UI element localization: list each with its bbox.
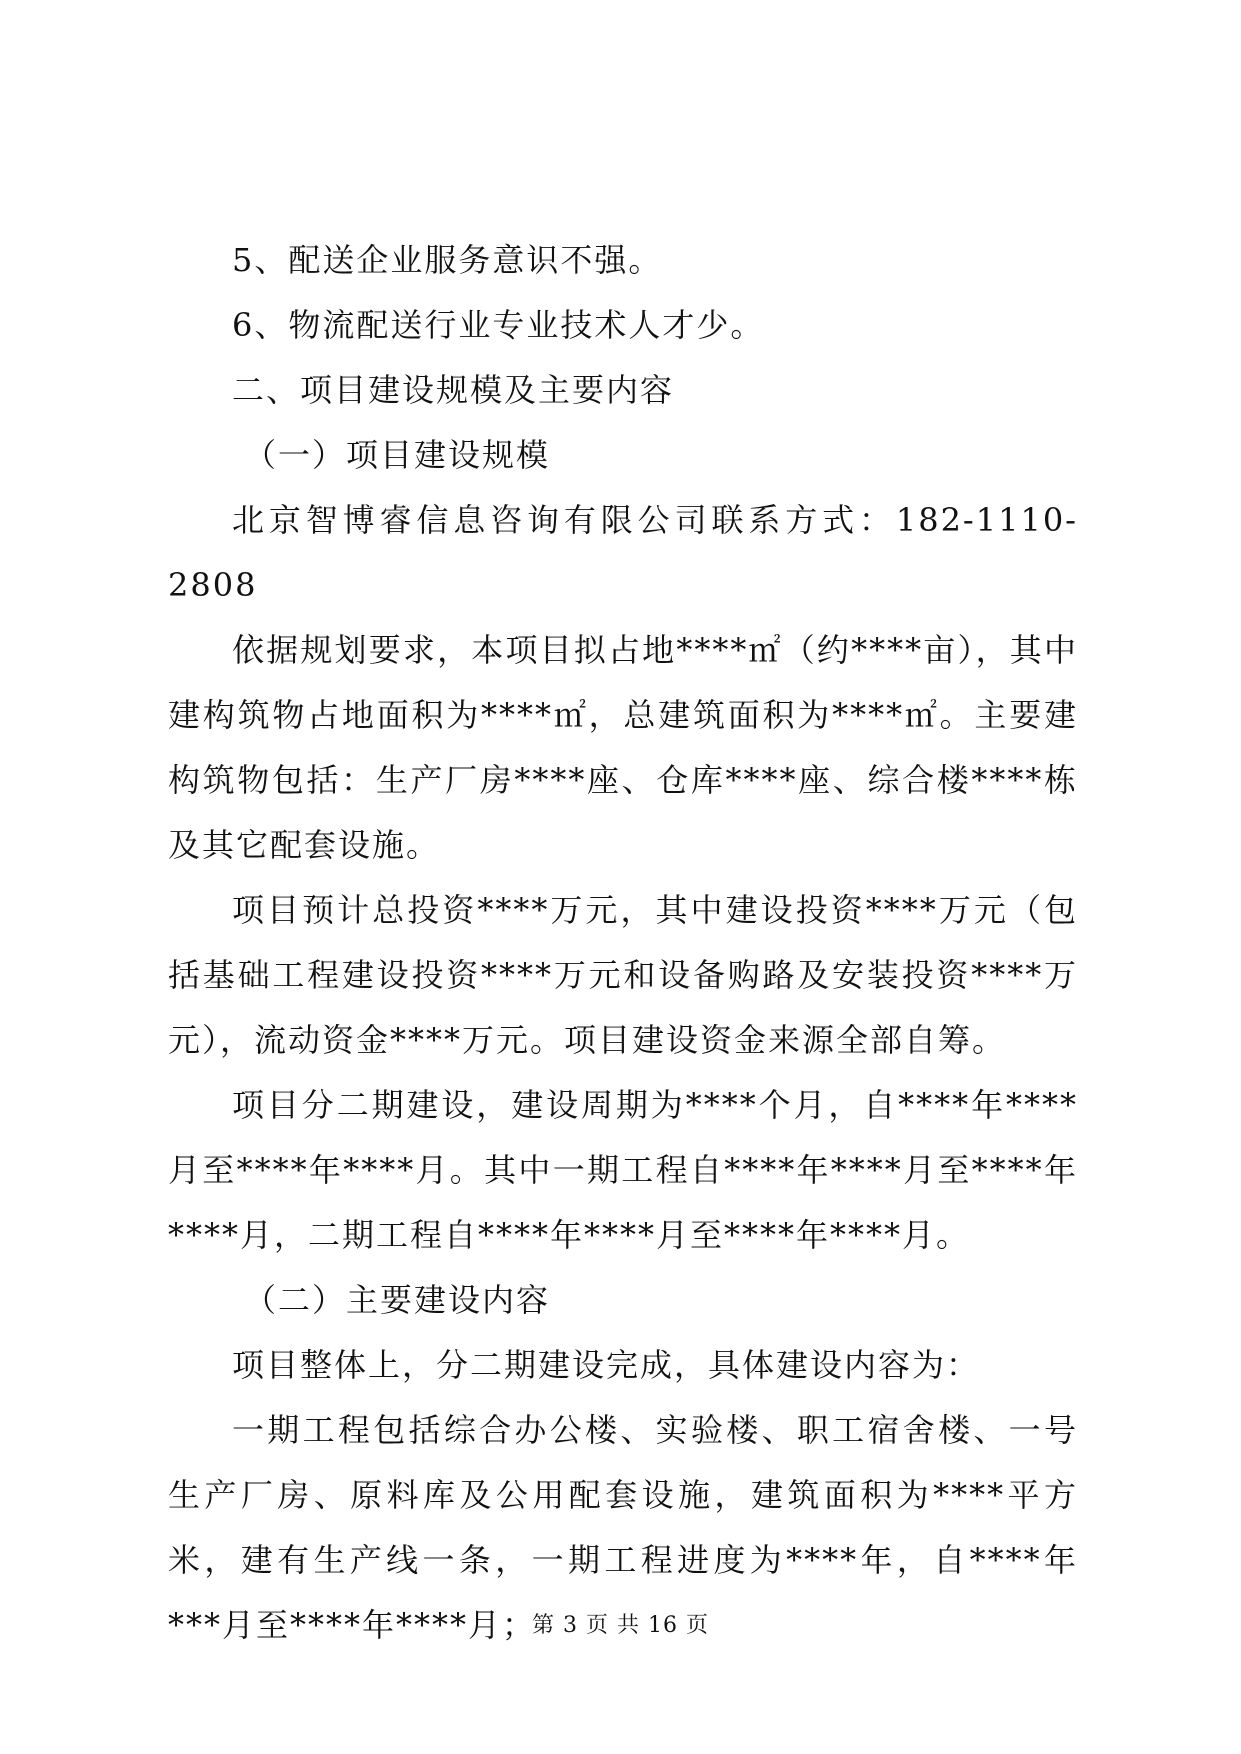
section-heading-2: 二、项目建设规模及主要内容 xyxy=(232,371,675,409)
contact-line: 北京智博睿信息咨询有限公司联系方式：182-1110-2808 xyxy=(168,501,1078,604)
document-body xyxy=(168,228,1078,1658)
page-number-footer: 第 3 页 共 16 页 xyxy=(532,1613,709,1638)
list-item-6: 6、物流配送行业专业技术人才少。 xyxy=(232,306,765,344)
subsection-heading-1: （一）项目建设规模 xyxy=(244,436,551,474)
paragraph-phase-one: 一期工程包括综合办公楼、实验楼、职工宿舍楼、一号生产厂房、原料库及公用配套设施，建筑面积为****平方米，建有生产线一条，一期工程进度为****年，自****年***月至****年****月； xyxy=(168,1411,1078,1644)
subsection-heading-2: （二）主要建设内容 xyxy=(244,1281,551,1319)
paragraph-schedule: 项目分二期建设，建设周期为****个月，自****年****月至****年****月。其中一期工程自****年****月至****年****月，二期工程自****年****月至****年****月。 xyxy=(168,1086,1078,1254)
paragraph-investment: 项目预计总投资****万元，其中建设投资****万元（包括基础工程建设投资****万元和设备购路及安装投资****万元），流动资金****万元。项目建设资金来源全部自筹。 xyxy=(168,891,1078,1059)
list-item-5: 5、配送企业服务意识不强。 xyxy=(232,241,663,279)
paragraph-overview: 项目整体上，分二期建设完成，具体建设内容为： xyxy=(232,1346,981,1384)
paragraph-land-use: 依据规划要求，本项目拟占地****㎡（约****亩），其中建构筑物占地面积为****㎡，总建筑面积为****㎡。主要建构筑物包括：生产厂房****座、仓库****座、综合楼****栋及其它配套设施。 xyxy=(168,631,1078,864)
